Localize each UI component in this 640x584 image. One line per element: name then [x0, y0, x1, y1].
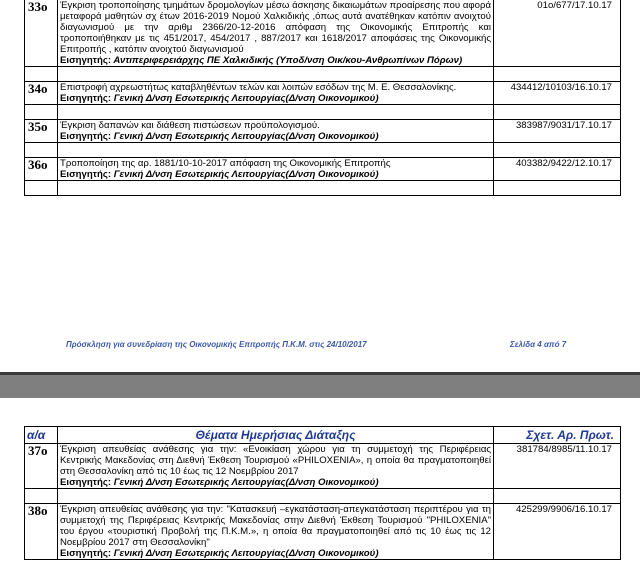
rapporteur-name: Γενική Δ/νση Εσωτερικής Λειτουργίας(Δ/νση Οικονομικού) — [113, 477, 379, 488]
table-row — [25, 120, 621, 143]
item-description: Έγκριση τροποποίησης τμημάτων δρομολογίων μέσω άσκησης δικαιωμάτων προαίρεσης που αφορά μεταφορά μαθητών σχ έτων 2016-2019 Νομού Χαλκιδικής ,όπως αυτά ανατέθηκαν κατόπιν ανοιχτού διαγωνισμού με την αριθμ 2366/20-12-2016 απόφαση της Οικονομικής Επιτροπής και τροποποιήθηκαν με τις 451/2017, 454/2017 , 887/2017 και 1618/2017 αποφάσεις της Οικονομικής Επιτροπής , κατόπιν ανοιχτού διαγωνισμού — [60, 0, 491, 55]
page-footer — [0, 339, 640, 351]
rapporteur-name: Γενική Δ/νση Εσωτερικής Λειτουργίας(Δ/νση Οικονομικού) — [113, 93, 379, 104]
rapporteur-label: Εισηγητής: — [60, 93, 112, 104]
column-header-subject: Θέματα Ημερήσιας Διάταξης — [58, 427, 494, 444]
item-subject — [58, 158, 494, 181]
item-description: Έγκριση απευθείας ανάθεσης για την: «Ενοικίαση χώρου για τη συμμετοχή της Περιφέρειας Κεντρικής Μακεδονίας στη Διεθνή Έκθεση Τουρισμού «PHILOXENIA», η οποία θα πραγματοποιηθεί στη Θεσσαλονίκη από τις 10 έως τις 12 Νοεμβρίου 2017 — [60, 444, 491, 477]
spacer-row — [25, 67, 621, 82]
rapporteur-name: Γενική Δ/νση Εσωτερικής Λειτουργίας(Δ/νση Οικονομικού) — [113, 169, 379, 180]
spacer-row — [25, 181, 621, 196]
rapporteur-label: Εισηγητής: — [60, 548, 112, 559]
item-description: Έγκριση δαπανών και διάθεση πιστώσεων προϋπολογισμού. — [60, 120, 320, 131]
item-protocol-ref: 383987/9031/17.10.17 — [494, 120, 621, 143]
item-description: Επιστροφή αχρεωστήτως καταβληθέντων τελών και λοιπών εσόδων της Μ. Ε. Θεσσαλονίκης. — [60, 82, 457, 93]
table-row — [25, 444, 621, 489]
item-number: 34ο — [25, 82, 58, 105]
rapporteur-name: Αντιπεριφερειάρχης ΠΕ Χαλκιδικής (Υποδ/νση Οικ/κου-Ανθρωπίνων Πόρων) — [113, 55, 463, 66]
rapporteur-label: Εισηγητής: — [60, 169, 112, 180]
item-rapporteur — [60, 169, 491, 180]
item-protocol-ref: 01ο/677/17.10.17 — [494, 0, 621, 67]
agenda-table-page-5 — [24, 426, 621, 560]
table-row — [25, 82, 621, 105]
item-subject — [58, 444, 494, 489]
table-row — [25, 504, 621, 560]
item-rapporteur — [60, 131, 491, 142]
agenda-table-page-4 — [24, 0, 621, 196]
document-page-5 — [0, 398, 640, 584]
spacer-row — [25, 489, 621, 504]
item-subject — [58, 0, 494, 67]
item-description: Έγκριση απευθείας ανάθεσης για την: "Κατασκευή –εγκατάσταση-απεγκατάσταση περιπτέρου για τη συμμετοχή της Περιφέρειας Κεντρικής Μακεδονίας στην Διεθνή Έκθεση Τουρισμού "PHILOXENIA" του έργου «τουριστική Προβολή της Π.Κ.Μ.», η οποία θα πραγματοποιηθεί από τις 10 έως τις 12 Νοεμβρίου 2017 στη Θεσσαλονίκη" — [60, 504, 491, 548]
item-subject — [58, 82, 494, 105]
item-description: Τροποποίηση της αρ. 1881/10-10-2017 απόφαση της Οικονομικής Επιτροπής — [60, 158, 391, 169]
item-number: 37ο — [25, 444, 58, 489]
item-protocol-ref: 434412/10103/16.10.17 — [494, 82, 621, 105]
rapporteur-label: Εισηγητής: — [60, 55, 112, 66]
item-protocol-ref: 381784/8985/11.10.17 — [494, 444, 621, 489]
rapporteur-label: Εισηγητής: — [60, 477, 112, 488]
footer-invitation-text: Πρόσκληση για συνεδρίαση της Οικονομικής Επιτροπής Π.Κ.Μ. στις 24/10/2017 — [66, 340, 367, 349]
item-protocol-ref: 425299/9906/16.10.17 — [494, 504, 621, 560]
table-row — [25, 158, 621, 181]
spacer-row — [25, 143, 621, 158]
item-rapporteur — [60, 548, 491, 559]
footer-page-number: Σελίδα 4 από 7 — [510, 340, 567, 349]
item-rapporteur — [60, 55, 491, 66]
item-rapporteur — [60, 93, 491, 104]
item-number: 36ο — [25, 158, 58, 181]
rapporteur-name: Γενική Δ/νση Εσωτερικής Λειτουργίας(Δ/νση Οικονομικού) — [113, 131, 379, 142]
item-subject — [58, 504, 494, 560]
column-header-protocol: Σχετ. Αρ. Πρωτ. — [494, 427, 621, 444]
page-separator — [0, 372, 640, 398]
item-rapporteur — [60, 477, 491, 488]
item-number: 35ο — [25, 120, 58, 143]
item-number: 38ο — [25, 504, 58, 560]
spacer-row — [25, 105, 621, 120]
table-row — [25, 0, 621, 67]
item-protocol-ref: 403382/9422/12.10.17 — [494, 158, 621, 181]
column-header-number: α/α — [25, 427, 58, 444]
item-subject — [58, 120, 494, 143]
rapporteur-name: Γενική Δ/νση Εσωτερικής Λειτουργίας(Δ/νση Οικονομικού) — [113, 548, 379, 559]
rapporteur-label: Εισηγητής: — [60, 131, 112, 142]
item-number: 33ο — [25, 0, 58, 67]
table-header-row — [25, 427, 621, 444]
